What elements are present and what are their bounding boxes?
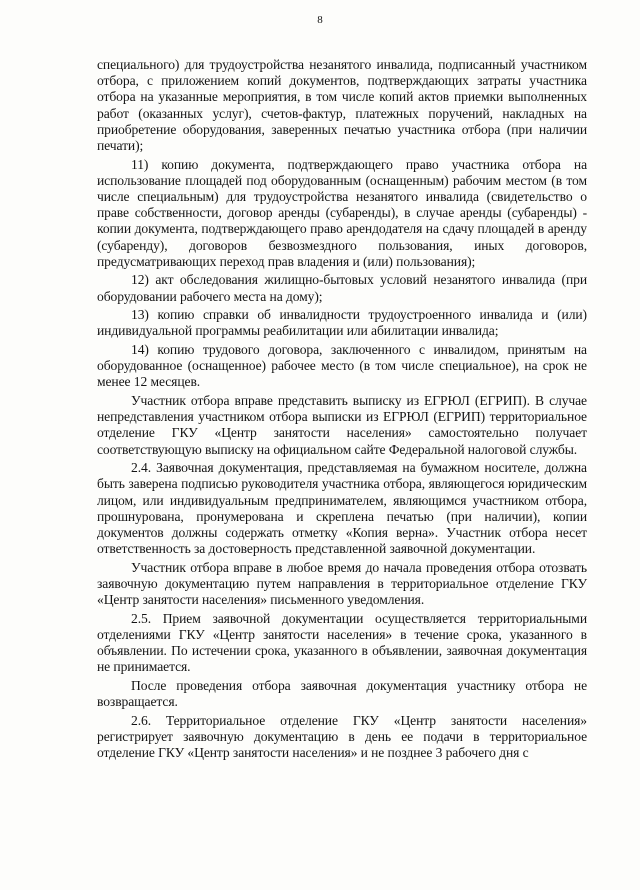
- document-body: [97, 57, 587, 764]
- paragraph-item-11: 11) копию документа, подтверждающего право участника отбора на использование площадей под оборудованным (оснащенным) рабочим местом (в том числе специальным) для трудоустройства незанятого инвалида (свидетельство о праве собственности, договор аренды (субаренды), в случае аренды (субаренды) - копии документа, подтверждающего право арендодателя на сдачу площадей в аренду (субаренду), договоров безвозмездного пользования, иных договоров, предусматривающих переход прав владения и (или) пользования);: [97, 156, 587, 269]
- page-number: 8: [317, 14, 323, 26]
- paragraph-item-14: 14) копию трудового договора, заключенного с инвалидом, принятым на оборудованное (оснащенное) рабочее место (в том числе специальное), на срок не менее 12 месяцев.: [97, 342, 587, 390]
- paragraph-2-6: 2.6. Территориальное отделение ГКУ «Центр занятости населения» регистрирует заявочную документацию в день ее подачи в территориальное отделение ГКУ «Центр занятости населения» и не позднее 3 рабочего дня с: [97, 712, 587, 761]
- paragraph-egrul: Участник отбора вправе представить выписку из ЕГРЮЛ (ЕГРИП). В случае непредставления участником отбора выписки из ЕГРЮЛ (ЕГРИП) территориальное отделение ГКУ «Центр занятости населения» самостоятельно получает соответствующую выписку на официальном сайте Федеральной налоговой службы.: [97, 393, 587, 457]
- paragraph-2-5: 2.5. Прием заявочной документации осуществляется территориальными отделениями ГКУ «Центр занятости населения» в течение срока, указанного в объявлении. По истечении срока, указанного в объявлении, заявочная документация не принимается.: [97, 610, 587, 675]
- paragraph-2-4: 2.4. Заявочная документация, представляемая на бумажном носителе, должна быть заверена подписью руководителя участника отбора, являющегося юридическим лицом, или индивидуальным предпринимателем, являющимся участником отбора, прошнурована, пронумерована и скреплена печатью (при наличии), копии документов должны содержать отметку «Копия верна». Участник отбора несет ответственность за достоверность представленной заявочной документации.: [97, 460, 587, 557]
- paragraph-item-12: 12) акт обследования жилищно-бытовых условий незанятого инвалида (при оборудовании рабочего места на дому);: [97, 272, 587, 304]
- paragraph-not-returned: После проведения отбора заявочная документация участнику отбора не возвращается.: [97, 678, 587, 710]
- paragraph-withdraw: Участник отбора вправе в любое время до начала проведения отбора отозвать заявочную документацию путем направления в территориальное отделение ГКУ «Центр занятости населения» письменного уведомления.: [97, 559, 587, 608]
- paragraph-continuation: специального) для трудоустройства незанятого инвалида, подписанный участником отбора, с приложением копий документов, подтверждающих затраты участника отбора на указанные мероприятия, в том числе копий актов приемки выполненных работ (оказанных услуг), счетов-фактур, платежных поручений, накладных на приобретение оборудования, заверенных печатью участника отбора (при наличии печати);: [97, 57, 587, 154]
- paragraph-item-13: 13) копию справки об инвалидности трудоустроенного инвалида и (или) индивидуальной программы реабилитации или абилитации инвалида;: [97, 307, 587, 339]
